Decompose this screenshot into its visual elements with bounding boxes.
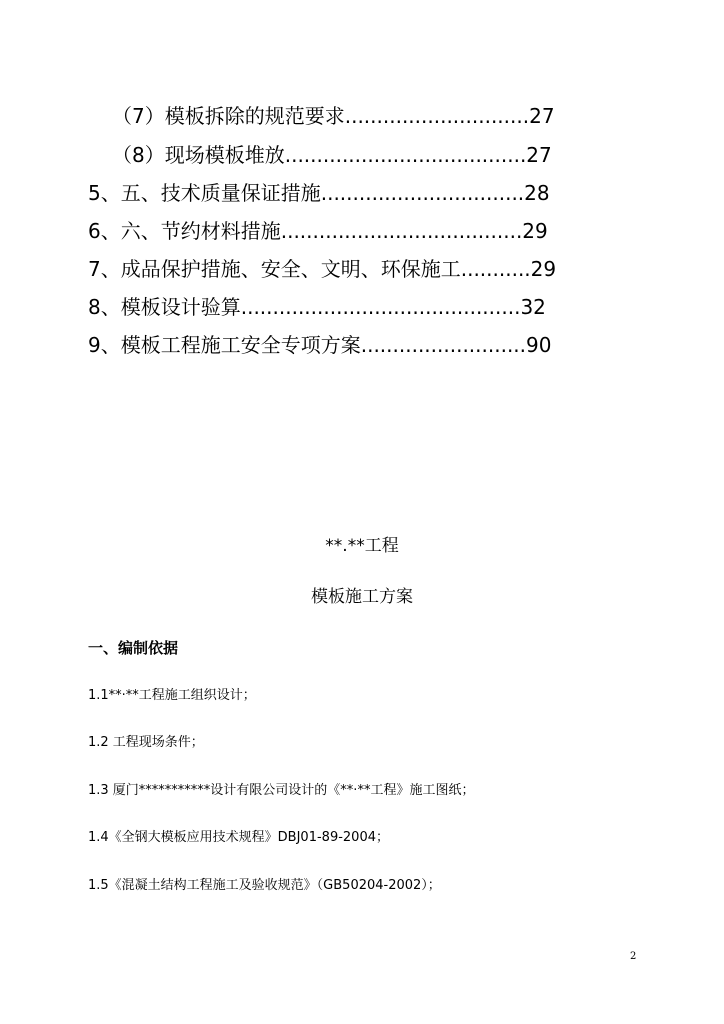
- basis-item-1-1: 1.1**·**工程施工组织设计；: [88, 688, 256, 703]
- basis-item-1-4: 1.4《全钢大模板应用技术规程》DBJ01-89-2004；: [88, 830, 389, 845]
- toc-entry-quality-measures: 5、五、技术质量保证措施................................28: [88, 181, 550, 205]
- toc-entry-material-saving: 6、六、节约材料措施......................................29: [88, 219, 548, 243]
- toc-entry-product-protection: 7、成品保护措施、安全、文明、环保施工...........29: [88, 257, 557, 281]
- basis-item-1-2: 1.2 工程现场条件；: [88, 735, 204, 750]
- toc-entry-8-template-stacking: （8）现场模板堆放......................................27: [112, 143, 552, 167]
- plan-title: 模板施工方案: [311, 587, 413, 607]
- page-number: 2: [630, 951, 637, 962]
- basis-item-1-5: 1.5《混凝土结构工程施工及验收规范》（GB50204-2002）；: [88, 878, 441, 893]
- toc-entry-safety-plan: 9、模板工程施工安全专项方案..........................90: [88, 333, 552, 357]
- toc-entry-7-template-removal: （7）模板拆除的规范要求.............................27: [112, 104, 555, 128]
- project-title: **.**工程: [325, 536, 399, 556]
- basis-item-1-3: 1.3 厦门***********设计有限公司设计的《**·**工程》施工图纸；: [88, 783, 475, 798]
- toc-entry-template-design: 8、模板设计验算............................................32: [88, 295, 546, 319]
- section-heading: 一、编制依据: [88, 639, 179, 657]
